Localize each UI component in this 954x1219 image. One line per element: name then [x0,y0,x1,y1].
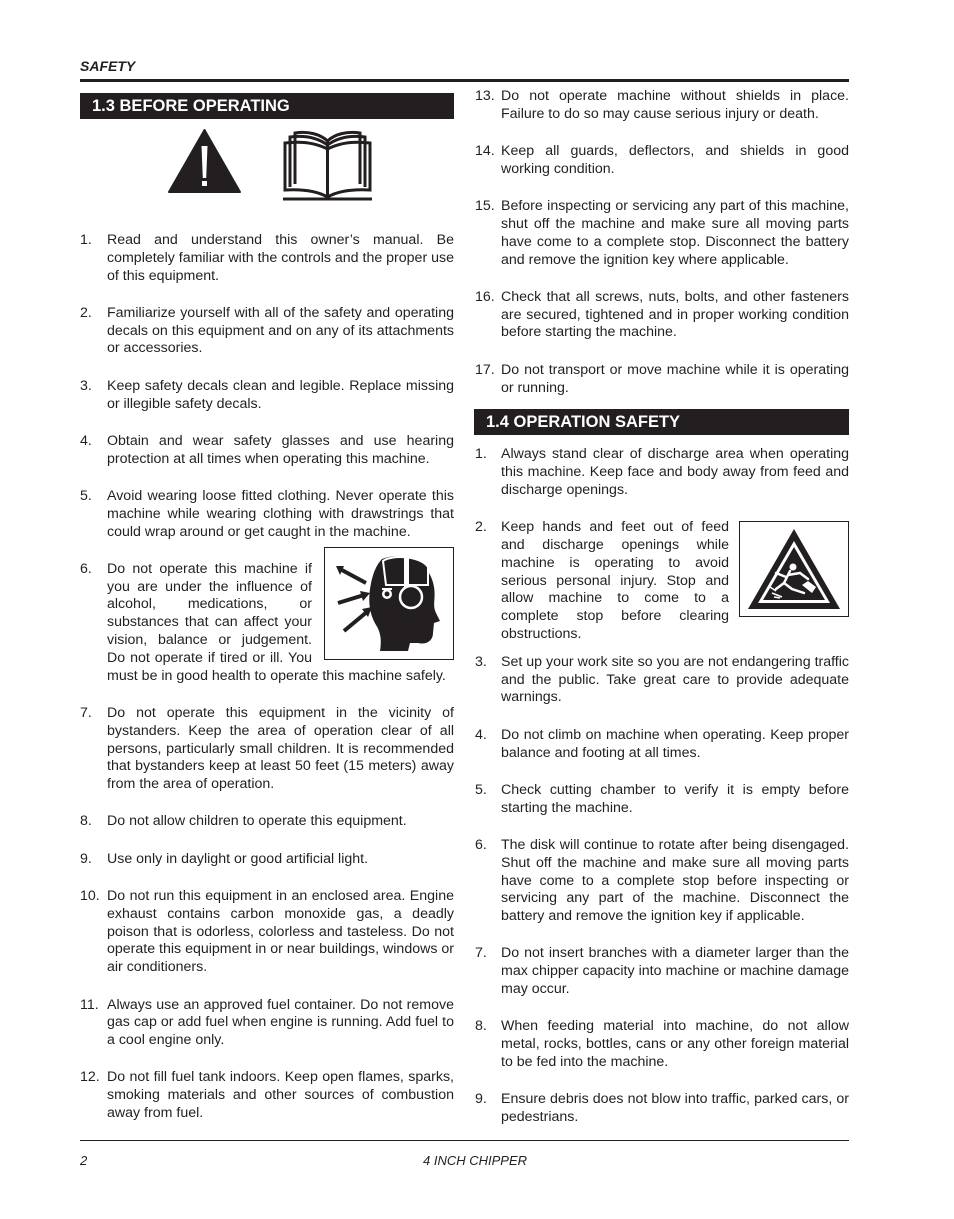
list-item [474,362,849,398]
item-number: 13. [475,88,495,104]
item-text: Always use an approved fuel container. Do not remove gas cap or add fuel when engine is running. Add fuel to a cool engine only. [107,996,454,1049]
item-text: Do not climb on machine when operating. Keep proper balance and footing at all times. [501,726,849,761]
left-column [80,93,454,1123]
item-text: Do not operate machine without shields in place. Failure to do so may cause serious injury or death. [501,88,849,122]
list-item [80,433,454,469]
item-text: Use only in daylight or good artificial light. [107,850,369,867]
right-column [474,88,849,1127]
item-number: 9. [475,1091,487,1108]
item-text: Avoid wearing loose fitted clothing. Never operate this machine while wearing clothing with drawstrings that could wrap around or get caught in the machine. [107,487,454,540]
list-item [80,1069,454,1122]
item-number: 3. [80,377,92,394]
item-number: 2. [475,519,487,536]
item-text: Do not operate this equipment in the vicinity of bystanders. Keep the area of operation clear of all persons, particularly small children. It is recommended that bystanders keep at least 50 feet (15 meters) away from the area of operation. [107,704,454,793]
item-text: Ensure debris does not blow into traffic, parked cars, or pedestrians. [501,1091,849,1125]
item-text: Keep safety decals clean and legible. Replace missing or illegible safety decals. [107,377,454,412]
list-item [80,997,454,1050]
item-number: 5. [475,781,487,798]
item-text: Set up your work site so you are not endangering traffic and the public. Take great care to provide adequate warnings. [501,653,849,706]
page-number: 2 [80,1153,88,1168]
item-number: 1. [80,232,92,248]
bottom-rule [80,1140,849,1141]
item-text: When feeding material into machine, do not allow metal, rocks, bottles, cans or any other foreign material to be fed into the machine. [501,1018,849,1070]
item-text: Check that all screws, nuts, bolts, and other fasteners are secured, tightened and in proper working condition before starting the machine. [501,288,849,341]
item-number: 17. [475,361,495,378]
item-text: Before inspecting or servicing any part of this machine, shut off the machine and make sure all moving parts have come to a complete stop. Disconnect the battery and remove the ignition key where applicable. [501,198,849,268]
list-item [474,289,849,342]
item-text: Familiarize yourself with all of the safety and operating decals on this equipment and on any of its attachments or accessories. [107,304,454,357]
list-item [80,305,454,358]
item-text: Do not operate this machine if you are under the influence of alcohol, medications, or substances that can affect your vision, balance or judgement. Do not operate if tired or ill. You must be in good health to operate this machine safely. [107,560,446,684]
list-item [474,1018,849,1071]
safety-icon-row [80,119,454,202]
item-text: Do not allow children to operate this equipment. [107,813,407,830]
item-number: 7. [475,945,487,962]
chipper-hazard-icon [746,527,842,611]
top-rule [80,79,849,82]
item-number: 11. [80,996,99,1013]
item-number: 14. [475,143,495,160]
list-item [474,654,849,707]
item-number: 8. [475,1018,487,1035]
item-number: 12. [80,1069,100,1086]
list-item [474,143,849,179]
section-heading-before-operating: 1.3 BEFORE OPERATING [80,93,454,119]
item-number: 8. [80,813,92,830]
item-text: The disk will continue to rotate after being disengaged. Shut off the machine and make sure all moving parts have come to a complete stop before inspecting or servicing any part of the machine. Disconnect the battery and remove the ignition key if applicable. [501,836,849,925]
list-item [474,88,849,124]
list-item [474,446,849,499]
list-item [80,232,454,285]
head-protection-figure [324,547,454,660]
list-item [80,705,454,794]
item-text: Keep hands and feet out of feed and discharge openings while machine is operating to avoid serious personal injury. Stop and allow machine to come to a complete stop before clearing obstructions. [501,519,729,643]
item-number: 6. [475,836,487,853]
list-item [474,727,849,763]
list-item [474,945,849,998]
item-text: Always stand clear of discharge area when operating this machine. Keep face and body away from feed and discharge openings. [501,446,849,498]
item-text: Do not run this equipment in an enclosed area. Engine exhaust contains carbon monoxide gas, a deadly poison that is odorless, colorless and tasteless. Do not operate this equipment in or near buildings, windows or air conditioners. [107,888,455,976]
item-number: 10. [80,888,100,905]
item-text: Read and understand this owner’s manual. Be completely familiar with the controls and the proper use of this equipment. [107,232,454,284]
chipper-hazard-figure [739,521,849,617]
item-number: 5. [80,487,92,504]
document-title: 4 INCH CHIPPER [422,1153,528,1168]
item-text: Do not fill fuel tank indoors. Keep open flames, sparks, smoking materials and other sources of combustion away from fuel. [107,1069,454,1121]
page-section-label: SAFETY [80,58,136,74]
item-text: Do not transport or move machine while it is operating or running. [501,361,849,396]
list-item [474,837,849,926]
item-number: 3. [475,653,487,670]
list-item [80,888,454,977]
item-number: 2. [80,304,92,321]
list-item [80,561,454,686]
item-text: Keep all guards, deflectors, and shields in good working condition. [501,143,849,177]
list-item [80,851,454,869]
item-number: 1. [475,446,487,463]
item-text: Obtain and wear safety glasses and use hearing protection at all times when operating this machine. [107,432,454,467]
head-protection-icon [330,553,448,653]
warning-triangle-icon [167,128,242,194]
item-number: 7. [80,704,92,721]
item-text: Check cutting chamber to verify it is empty before starting the machine. [501,781,849,816]
list-item [80,378,454,414]
list-item [474,519,849,644]
item-number: 6. [80,560,92,577]
item-number: 16. [475,288,495,305]
item-number: 9. [80,850,92,867]
item-text: Do not insert branches with a diameter larger than the max chipper capacity into machine or machine damage may occur. [501,945,849,997]
list-item [474,1091,849,1127]
section-heading-operation-safety: 1.4 OPERATION SAFETY [474,409,849,435]
item-number: 15. [475,198,495,215]
item-number: 4. [80,432,92,449]
list-item [474,782,849,818]
list-item [80,488,454,541]
item-number: 4. [475,726,487,743]
list-item [474,198,849,269]
list-item [80,813,454,831]
open-book-icon [281,129,374,201]
